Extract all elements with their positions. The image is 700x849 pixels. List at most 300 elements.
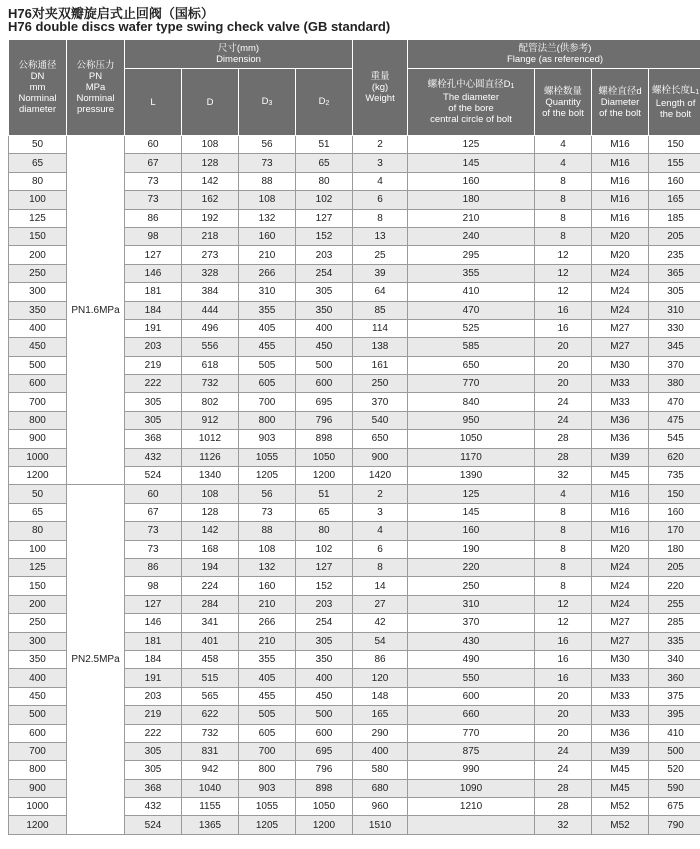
cell-l: 73 [125, 540, 182, 558]
cell-d: 831 [182, 742, 239, 760]
cell-bolt-quantity: 12 [535, 246, 592, 264]
cell-bolt-circle: 470 [408, 301, 535, 319]
cell-d: 1340 [182, 467, 239, 485]
cell-d3: 108 [239, 191, 296, 209]
cell-bolt-circle: 1390 [408, 467, 535, 485]
cell-weight: 680 [353, 779, 408, 797]
cell-dn: 150 [9, 577, 67, 595]
cell-bolt-circle: 180 [408, 191, 535, 209]
cell-bolt-length: 345 [649, 338, 700, 356]
cell-dn: 1200 [9, 467, 67, 485]
cell-d: 224 [182, 577, 239, 595]
cell-d2: 254 [296, 264, 353, 282]
cell-bolt-diameter: M20 [592, 246, 649, 264]
cell-bolt-quantity: 20 [535, 338, 592, 356]
cell-bolt-circle: 240 [408, 227, 535, 245]
cell-dn: 125 [9, 209, 67, 227]
cell-l: 191 [125, 669, 182, 687]
cell-d2: 65 [296, 503, 353, 521]
header-bolt-circle-cn: 螺栓孔中心圆直径D [427, 79, 511, 90]
cell-d: 1365 [182, 816, 239, 834]
header-bolt-circle [408, 69, 535, 136]
cell-dn: 900 [9, 430, 67, 448]
cell-bolt-length: 370 [649, 356, 700, 374]
cell-weight: 960 [353, 798, 408, 816]
cell-d2: 450 [296, 338, 353, 356]
cell-weight: 54 [353, 632, 408, 650]
cell-d2: 80 [296, 172, 353, 190]
cell-weight: 120 [353, 669, 408, 687]
cell-bolt-diameter: M36 [592, 411, 649, 429]
cell-d: 341 [182, 614, 239, 632]
cell-l: 524 [125, 467, 182, 485]
cell-bolt-length: 620 [649, 448, 700, 466]
cell-d2: 254 [296, 614, 353, 632]
cell-dn: 200 [9, 246, 67, 264]
cell-d2: 305 [296, 283, 353, 301]
header-bolt-circle-sub: 1 [510, 83, 515, 90]
cell-d: 142 [182, 522, 239, 540]
cell-d3: 605 [239, 724, 296, 742]
cell-weight: 86 [353, 650, 408, 668]
cell-bolt-circle: 1210 [408, 798, 535, 816]
cell-weight: 4 [353, 172, 408, 190]
table-row [9, 485, 700, 503]
cell-bolt-diameter: M27 [592, 614, 649, 632]
cell-bolt-quantity: 24 [535, 761, 592, 779]
cell-bolt-diameter: M16 [592, 136, 649, 154]
cell-bolt-circle: 295 [408, 246, 535, 264]
cell-l: 73 [125, 172, 182, 190]
cell-weight: 14 [353, 577, 408, 595]
cell-bolt-diameter: M16 [592, 154, 649, 172]
cell-bolt-length: 340 [649, 650, 700, 668]
cell-bolt-circle: 990 [408, 761, 535, 779]
cell-bolt-quantity: 8 [535, 522, 592, 540]
cell-l: 203 [125, 338, 182, 356]
cell-weight: 42 [353, 614, 408, 632]
cell-d2: 80 [296, 522, 353, 540]
cell-l: 219 [125, 356, 182, 374]
cell-weight: 165 [353, 706, 408, 724]
header-bolt-length-en: Length of the bolt [655, 97, 696, 120]
cell-l: 432 [125, 448, 182, 466]
cell-bolt-diameter: M33 [592, 393, 649, 411]
cell-bolt-diameter: M24 [592, 558, 649, 576]
cell-bolt-diameter: M30 [592, 650, 649, 668]
cell-d: 194 [182, 558, 239, 576]
cell-dn: 1200 [9, 816, 67, 834]
cell-weight: 290 [353, 724, 408, 742]
cell-dn: 65 [9, 503, 67, 521]
cell-d3: 1205 [239, 816, 296, 834]
cell-weight: 250 [353, 375, 408, 393]
cell-l: 127 [125, 595, 182, 613]
cell-d3: 310 [239, 283, 296, 301]
cell-bolt-quantity: 16 [535, 301, 592, 319]
cell-d3: 1055 [239, 448, 296, 466]
cell-l: 305 [125, 411, 182, 429]
header-bolt-quantity: 螺栓数量 Quantity of the bolt [535, 69, 592, 136]
cell-bolt-circle: 1050 [408, 430, 535, 448]
cell-d2: 203 [296, 246, 353, 264]
cell-d3: 700 [239, 393, 296, 411]
cell-bolt-quantity: 12 [535, 614, 592, 632]
cell-bolt-length: 500 [649, 742, 700, 760]
cell-weight: 6 [353, 540, 408, 558]
cell-bolt-length: 335 [649, 632, 700, 650]
cell-d2: 102 [296, 540, 353, 558]
header-bolt-length-sub: 1 [695, 88, 700, 96]
cell-l: 203 [125, 687, 182, 705]
cell-bolt-circle: 1170 [408, 448, 535, 466]
cell-bolt-quantity: 8 [535, 191, 592, 209]
header-d: D [182, 69, 239, 136]
cell-d: 1126 [182, 448, 239, 466]
cell-bolt-diameter: M20 [592, 227, 649, 245]
cell-weight: 138 [353, 338, 408, 356]
cell-bolt-length: 160 [649, 503, 700, 521]
cell-d: 328 [182, 264, 239, 282]
cell-l: 146 [125, 614, 182, 632]
cell-bolt-circle: 370 [408, 614, 535, 632]
cell-bolt-circle: 770 [408, 375, 535, 393]
cell-bolt-quantity: 20 [535, 724, 592, 742]
cell-bolt-quantity: 8 [535, 209, 592, 227]
cell-d: 1040 [182, 779, 239, 797]
cell-d2: 102 [296, 191, 353, 209]
cell-bolt-circle: 250 [408, 577, 535, 595]
cell-l: 219 [125, 706, 182, 724]
cell-bolt-quantity: 16 [535, 650, 592, 668]
cell-d3: 405 [239, 319, 296, 337]
cell-bolt-length: 375 [649, 687, 700, 705]
cell-bolt-length: 735 [649, 467, 700, 485]
cell-dn: 50 [9, 485, 67, 503]
cell-dn: 250 [9, 264, 67, 282]
cell-bolt-circle: 525 [408, 319, 535, 337]
cell-d: 622 [182, 706, 239, 724]
cell-d: 384 [182, 283, 239, 301]
cell-l: 191 [125, 319, 182, 337]
cell-bolt-quantity: 32 [535, 816, 592, 834]
cell-bolt-quantity: 20 [535, 356, 592, 374]
cell-weight: 2 [353, 485, 408, 503]
cell-d: 802 [182, 393, 239, 411]
cell-d: 108 [182, 485, 239, 503]
title-chinese: H76对夹双瓣旋启式止回阀（国标） [8, 6, 214, 21]
cell-bolt-circle: 430 [408, 632, 535, 650]
cell-bolt-diameter: M36 [592, 430, 649, 448]
cell-dn: 450 [9, 687, 67, 705]
cell-d2: 305 [296, 632, 353, 650]
cell-bolt-circle: 490 [408, 650, 535, 668]
cell-l: 432 [125, 798, 182, 816]
cell-dn: 500 [9, 356, 67, 374]
cell-bolt-circle: 660 [408, 706, 535, 724]
cell-d: 515 [182, 669, 239, 687]
cell-dn: 80 [9, 172, 67, 190]
cell-weight: 540 [353, 411, 408, 429]
cell-bolt-length: 150 [649, 136, 700, 154]
cell-l: 305 [125, 761, 182, 779]
cell-d3: 505 [239, 706, 296, 724]
cell-d3: 1055 [239, 798, 296, 816]
cell-bolt-length: 305 [649, 283, 700, 301]
cell-bolt-circle: 840 [408, 393, 535, 411]
cell-pressure-group: PN1.6MPa [67, 136, 125, 485]
cell-d: 732 [182, 375, 239, 393]
cell-bolt-quantity: 16 [535, 669, 592, 687]
cell-bolt-diameter: M27 [592, 319, 649, 337]
cell-l: 67 [125, 503, 182, 521]
cell-d2: 796 [296, 411, 353, 429]
cell-d2: 350 [296, 650, 353, 668]
cell-weight: 2 [353, 136, 408, 154]
cell-d3: 455 [239, 338, 296, 356]
cell-bolt-length: 410 [649, 724, 700, 742]
cell-l: 60 [125, 485, 182, 503]
cell-l: 368 [125, 430, 182, 448]
cell-bolt-diameter: M45 [592, 761, 649, 779]
header-l: L [125, 69, 182, 136]
cell-bolt-length: 675 [649, 798, 700, 816]
cell-d2: 695 [296, 742, 353, 760]
cell-bolt-circle: 220 [408, 558, 535, 576]
cell-d: 128 [182, 154, 239, 172]
cell-bolt-length: 285 [649, 614, 700, 632]
cell-l: 222 [125, 375, 182, 393]
header-bolt-circle-en: The diameter of the bore central circle of bolt [430, 92, 512, 125]
cell-bolt-length: 380 [649, 375, 700, 393]
cell-d3: 700 [239, 742, 296, 760]
header-dn: 公称通径 DN mm Norminal diameter [9, 40, 67, 136]
cell-d: 162 [182, 191, 239, 209]
table-body [9, 136, 700, 835]
cell-d: 1012 [182, 430, 239, 448]
cell-bolt-diameter: M45 [592, 779, 649, 797]
cell-weight: 6 [353, 191, 408, 209]
cell-l: 73 [125, 191, 182, 209]
cell-bolt-diameter: M27 [592, 338, 649, 356]
cell-d2: 203 [296, 595, 353, 613]
cell-dn: 600 [9, 375, 67, 393]
cell-bolt-circle: 585 [408, 338, 535, 356]
cell-bolt-length: 360 [649, 669, 700, 687]
cell-weight: 4 [353, 522, 408, 540]
cell-dn: 250 [9, 614, 67, 632]
cell-bolt-quantity: 28 [535, 798, 592, 816]
cell-d2: 152 [296, 577, 353, 595]
cell-d: 284 [182, 595, 239, 613]
cell-pressure-group: PN2.5MPa [67, 485, 125, 834]
cell-bolt-quantity: 20 [535, 375, 592, 393]
cell-d3: 160 [239, 227, 296, 245]
cell-bolt-length: 470 [649, 393, 700, 411]
cell-l: 305 [125, 742, 182, 760]
cell-bolt-quantity: 8 [535, 540, 592, 558]
cell-l: 98 [125, 227, 182, 245]
cell-d3: 800 [239, 411, 296, 429]
cell-d2: 127 [296, 209, 353, 227]
cell-bolt-quantity: 12 [535, 595, 592, 613]
cell-bolt-diameter: M24 [592, 283, 649, 301]
cell-bolt-circle: 950 [408, 411, 535, 429]
cell-bolt-diameter: M24 [592, 264, 649, 282]
cell-bolt-circle: 550 [408, 669, 535, 687]
cell-bolt-length: 395 [649, 706, 700, 724]
cell-dn: 800 [9, 761, 67, 779]
cell-d: 401 [182, 632, 239, 650]
cell-weight: 161 [353, 356, 408, 374]
cell-d3: 160 [239, 577, 296, 595]
cell-d2: 1200 [296, 467, 353, 485]
cell-d: 273 [182, 246, 239, 264]
cell-d3: 210 [239, 595, 296, 613]
cell-l: 524 [125, 816, 182, 834]
cell-dn: 450 [9, 338, 67, 356]
cell-bolt-circle: 125 [408, 485, 535, 503]
cell-d2: 898 [296, 779, 353, 797]
cell-bolt-diameter: M39 [592, 742, 649, 760]
cell-dn: 125 [9, 558, 67, 576]
cell-bolt-length: 235 [649, 246, 700, 264]
cell-weight: 8 [353, 558, 408, 576]
cell-dn: 300 [9, 283, 67, 301]
cell-d2: 1050 [296, 798, 353, 816]
cell-bolt-diameter: M33 [592, 687, 649, 705]
cell-d3: 455 [239, 687, 296, 705]
cell-bolt-circle: 160 [408, 172, 535, 190]
cell-bolt-diameter: M24 [592, 301, 649, 319]
cell-weight: 13 [353, 227, 408, 245]
cell-d3: 108 [239, 540, 296, 558]
table-row [9, 136, 700, 154]
cell-bolt-quantity: 32 [535, 467, 592, 485]
cell-dn: 800 [9, 411, 67, 429]
cell-bolt-circle: 355 [408, 264, 535, 282]
cell-d2: 600 [296, 375, 353, 393]
cell-dn: 400 [9, 669, 67, 687]
cell-d3: 132 [239, 558, 296, 576]
cell-d: 912 [182, 411, 239, 429]
cell-dn: 1000 [9, 798, 67, 816]
cell-l: 60 [125, 136, 182, 154]
cell-dn: 900 [9, 779, 67, 797]
cell-d2: 1200 [296, 816, 353, 834]
cell-d2: 600 [296, 724, 353, 742]
table-header [9, 40, 700, 136]
cell-bolt-length: 205 [649, 558, 700, 576]
cell-dn: 100 [9, 540, 67, 558]
cell-bolt-circle [408, 816, 535, 834]
cell-bolt-diameter: M16 [592, 503, 649, 521]
cell-d: 1155 [182, 798, 239, 816]
cell-dn: 350 [9, 301, 67, 319]
cell-d: 496 [182, 319, 239, 337]
cell-bolt-circle: 1090 [408, 779, 535, 797]
cell-bolt-quantity: 20 [535, 687, 592, 705]
cell-dn: 700 [9, 742, 67, 760]
cell-weight: 25 [353, 246, 408, 264]
cell-d3: 73 [239, 154, 296, 172]
cell-bolt-circle: 650 [408, 356, 535, 374]
cell-bolt-length: 150 [649, 485, 700, 503]
cell-d: 556 [182, 338, 239, 356]
cell-weight: 114 [353, 319, 408, 337]
cell-d: 618 [182, 356, 239, 374]
header-dimension: 尺寸(mm) Dimension [125, 40, 353, 69]
cell-weight: 650 [353, 430, 408, 448]
cell-bolt-circle: 145 [408, 154, 535, 172]
cell-bolt-diameter: M20 [592, 540, 649, 558]
cell-dn: 700 [9, 393, 67, 411]
cell-bolt-diameter: M45 [592, 467, 649, 485]
cell-bolt-length: 545 [649, 430, 700, 448]
cell-d: 732 [182, 724, 239, 742]
cell-bolt-circle: 600 [408, 687, 535, 705]
cell-d2: 51 [296, 485, 353, 503]
cell-bolt-diameter: M39 [592, 448, 649, 466]
cell-d: 942 [182, 761, 239, 779]
cell-d3: 266 [239, 264, 296, 282]
cell-dn: 350 [9, 650, 67, 668]
header-weight: 重量 (kg) Weight [353, 40, 408, 136]
cell-bolt-diameter: M24 [592, 595, 649, 613]
cell-l: 146 [125, 264, 182, 282]
cell-d2: 450 [296, 687, 353, 705]
cell-l: 67 [125, 154, 182, 172]
cell-dn: 150 [9, 227, 67, 245]
cell-d2: 400 [296, 319, 353, 337]
header-d3-label: D [261, 95, 269, 107]
cell-d2: 500 [296, 356, 353, 374]
cell-weight: 3 [353, 503, 408, 521]
cell-bolt-quantity: 28 [535, 430, 592, 448]
cell-d3: 903 [239, 779, 296, 797]
cell-d: 218 [182, 227, 239, 245]
cell-bolt-quantity: 24 [535, 393, 592, 411]
cell-bolt-length: 475 [649, 411, 700, 429]
cell-dn: 65 [9, 154, 67, 172]
cell-d: 168 [182, 540, 239, 558]
cell-bolt-quantity: 24 [535, 411, 592, 429]
cell-bolt-circle: 160 [408, 522, 535, 540]
cell-weight: 3 [353, 154, 408, 172]
cell-bolt-quantity: 8 [535, 577, 592, 595]
cell-l: 181 [125, 632, 182, 650]
cell-bolt-quantity: 8 [535, 172, 592, 190]
cell-weight: 400 [353, 742, 408, 760]
cell-d: 142 [182, 172, 239, 190]
cell-d3: 73 [239, 503, 296, 521]
cell-bolt-length: 180 [649, 540, 700, 558]
cell-weight: 1510 [353, 816, 408, 834]
cell-weight: 39 [353, 264, 408, 282]
cell-d3: 355 [239, 301, 296, 319]
cell-bolt-quantity: 28 [535, 779, 592, 797]
cell-d: 565 [182, 687, 239, 705]
cell-bolt-circle: 875 [408, 742, 535, 760]
cell-d2: 1050 [296, 448, 353, 466]
cell-l: 222 [125, 724, 182, 742]
cell-bolt-diameter: M16 [592, 485, 649, 503]
cell-d2: 127 [296, 558, 353, 576]
cell-bolt-diameter: M27 [592, 632, 649, 650]
cell-l: 305 [125, 393, 182, 411]
cell-dn: 600 [9, 724, 67, 742]
title-english: H76 double discs wafer type swing check valve (GB standard) [8, 19, 391, 34]
